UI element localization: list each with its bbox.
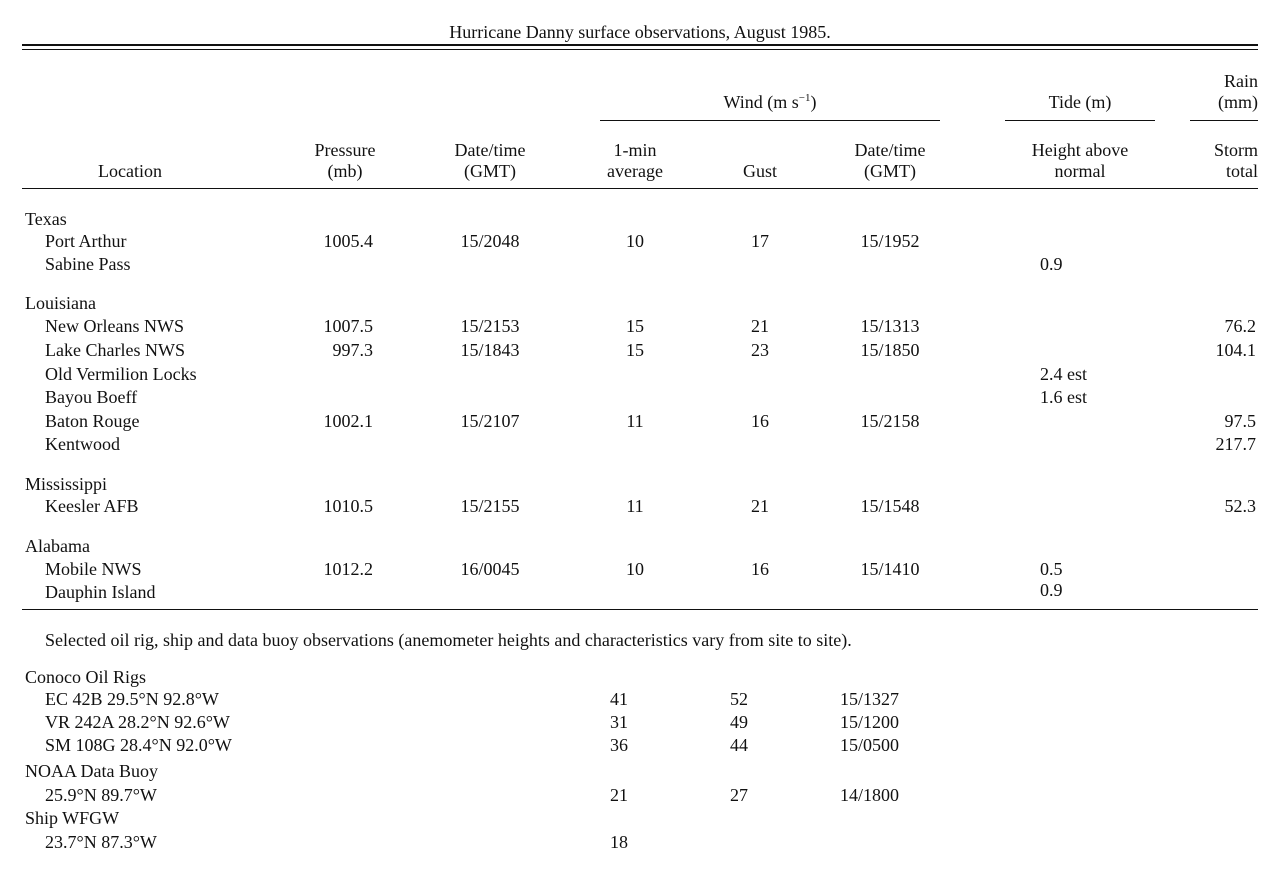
tide-value: 0.9 [1040, 580, 1063, 600]
wind-datetime-value: 15/1410 [860, 559, 920, 579]
avg-wind-value: 10 [626, 559, 644, 579]
avg-wind-value: 21 [610, 785, 628, 805]
gust-value: 23 [751, 340, 769, 360]
table-title: Hurricane Danny surface observations, August 1985. [449, 22, 831, 42]
tide-value: 0.9 [1040, 254, 1063, 274]
col-header-avg-line2: average [607, 161, 663, 181]
station-location: Port Arthur [45, 231, 127, 251]
rain-value: 76.2 [1224, 316, 1256, 336]
gust-value: 27 [730, 785, 748, 805]
state-label: Louisiana [25, 293, 96, 313]
datetime-value: 15/2107 [460, 411, 520, 431]
gust-value: 52 [730, 689, 748, 709]
station-location: Lake Charles NWS [45, 340, 185, 360]
wind-group-rule [600, 120, 940, 121]
col-header-tide-line1: Height above [1031, 140, 1129, 160]
avg-wind-value: 36 [610, 735, 628, 755]
tide-group-rule [1005, 120, 1155, 121]
gust-value: 49 [730, 712, 748, 732]
rain-value: 104.1 [1215, 340, 1256, 360]
col-header-datetime-line1: Date/time [454, 140, 526, 160]
site-group-label: Ship WFGW [25, 808, 120, 828]
pressure-value: 1002.1 [323, 411, 373, 431]
col-header-tide-line2: normal [1054, 161, 1106, 181]
col-header-gust: Gust [742, 161, 777, 181]
station-location: New Orleans NWS [45, 316, 184, 336]
rain-value: 217.7 [1215, 434, 1256, 454]
top-double-rule [22, 44, 1258, 46]
site-location: VR 242A 28.2°N 92.6°W [45, 712, 230, 732]
datetime-value: 16/0045 [460, 559, 520, 579]
avg-wind-value: 11 [626, 411, 644, 431]
state-label: Texas [25, 209, 67, 229]
table-note: Selected oil rig, ship and data buoy observations (anemometer heights and characteristics vary from site to site). [45, 630, 852, 650]
section-bottom-rule [22, 609, 1258, 610]
site-location: EC 42B 29.5°N 92.8°W [45, 689, 219, 709]
pressure-value: 1012.2 [323, 559, 373, 579]
avg-wind-value: 15 [626, 340, 644, 360]
gust-value: 17 [751, 231, 769, 251]
datetime-value: 15/2155 [460, 496, 520, 516]
wind-datetime-value: 15/1200 [840, 712, 900, 732]
pressure-value: 1007.5 [323, 316, 373, 336]
avg-wind-value: 41 [610, 689, 628, 709]
site-location: SM 108G 28.4°N 92.0°W [45, 735, 232, 755]
wind-datetime-value: 15/0500 [840, 735, 900, 755]
state-label: Alabama [25, 536, 90, 556]
station-location: Kentwood [45, 434, 120, 454]
col-header-wind-datetime-line1: Date/time [854, 140, 926, 160]
tide-group-header: Tide (m) [1048, 92, 1112, 112]
pressure-value: 997.3 [332, 340, 373, 360]
gust-value: 44 [730, 735, 748, 755]
wind-datetime-value: 15/1548 [860, 496, 920, 516]
tide-value: 1.6 est [1040, 387, 1087, 407]
station-location: Bayou Boeff [45, 387, 138, 407]
datetime-value: 15/1843 [460, 340, 520, 360]
station-location: Mobile NWS [45, 559, 142, 579]
gust-value: 16 [751, 559, 769, 579]
col-header-datetime-line2: (GMT) [464, 161, 516, 181]
avg-wind-value: 31 [610, 712, 628, 732]
gust-value: 21 [751, 496, 769, 516]
rain-group-header-line1: Rain [1224, 71, 1258, 91]
rain-group-header-line2: (mm) [1218, 92, 1258, 112]
col-header-pressure-line1: Pressure [314, 140, 376, 160]
avg-wind-value: 11 [626, 496, 644, 516]
rain-value: 52.3 [1224, 496, 1256, 516]
col-header-avg-line1: 1-min [613, 140, 657, 160]
site-group-label: NOAA Data Buoy [25, 761, 158, 781]
col-header-pressure-line2: (mb) [327, 161, 363, 181]
site-location: 23.7°N 87.3°W [45, 832, 157, 852]
col-header-wind-datetime-line2: (GMT) [864, 161, 916, 181]
top-double-rule-inner [22, 49, 1258, 50]
station-location: Baton Rouge [45, 411, 140, 431]
tide-value: 0.5 [1040, 559, 1063, 579]
wind-datetime-value: 15/1313 [860, 316, 920, 336]
wind-datetime-value: 15/1327 [840, 689, 900, 709]
rain-group-rule [1190, 120, 1258, 121]
site-location: 25.9°N 89.7°W [45, 785, 157, 805]
header-bottom-rule [22, 188, 1258, 189]
station-location: Sabine Pass [45, 254, 131, 274]
wind-datetime-value: 15/1952 [860, 231, 920, 251]
wind-group-header: Wind (m $s^{-1}$) [723, 92, 817, 112]
avg-wind-value: 15 [626, 316, 644, 336]
station-location: Dauphin Island [45, 582, 156, 602]
tide-value: 2.4 est [1040, 364, 1087, 384]
gust-value: 21 [751, 316, 769, 336]
datetime-value: 15/2153 [460, 316, 520, 336]
site-group-label: Conoco Oil Rigs [25, 667, 147, 687]
pressure-value: 1010.5 [323, 496, 373, 516]
wind-datetime-value: 15/1850 [860, 340, 920, 360]
rain-value: 97.5 [1224, 411, 1256, 431]
wind-datetime-value: 15/2158 [860, 411, 920, 431]
col-header-rain-line2: total [1226, 161, 1258, 181]
col-header-rain-line1: Storm [1213, 140, 1258, 160]
state-label: Mississippi [25, 474, 108, 494]
gust-value: 16 [751, 411, 769, 431]
station-location: Keesler AFB [45, 496, 139, 516]
avg-wind-value: 18 [610, 832, 628, 852]
station-location: Old Vermilion Locks [45, 364, 197, 384]
col-header-location: Location [98, 161, 162, 181]
avg-wind-value: 10 [626, 231, 644, 251]
pressure-value: 1005.4 [323, 231, 373, 251]
wind-datetime-value: 14/1800 [840, 785, 900, 805]
datetime-value: 15/2048 [460, 231, 520, 251]
